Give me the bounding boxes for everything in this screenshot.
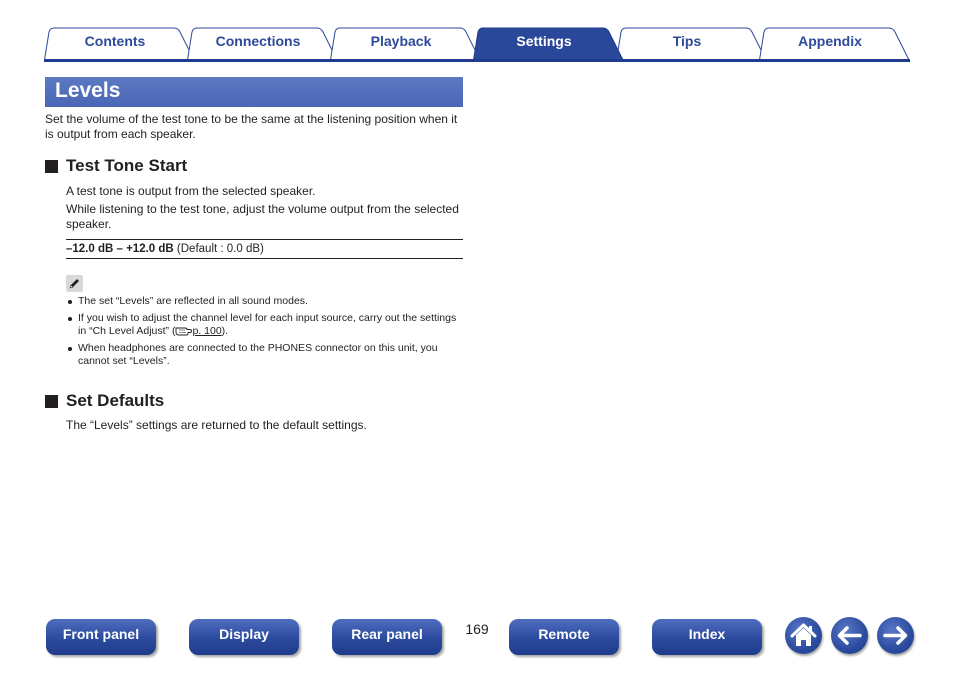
tab-appendix[interactable]: Appendix xyxy=(798,33,862,49)
list-item xyxy=(66,312,466,339)
notes-list xyxy=(66,295,466,372)
set-defaults-description: The “Levels” settings are returned to the default settings. xyxy=(66,418,367,432)
front-panel-button[interactable]: Front panel xyxy=(46,619,156,655)
square-bullet-icon xyxy=(45,395,58,408)
display-button[interactable]: Display xyxy=(189,619,299,655)
square-bullet-icon xyxy=(45,160,58,173)
tab-bar xyxy=(44,27,910,61)
page-number: 169 xyxy=(465,621,489,637)
test-tone-description: A test tone is output from the selected speaker. xyxy=(66,184,316,198)
section-heading-label: Test Tone Start xyxy=(66,156,188,175)
tab-underline xyxy=(44,59,910,62)
test-tone-instruction: While listening to the test tone, adjust the volume output from the selected speaker. xyxy=(66,202,459,231)
note-text: When headphones are connected to the PHONES connector on this unit, you cannot set “Levels”. xyxy=(78,341,438,367)
section-heading-label: Set Defaults xyxy=(66,391,165,410)
range-default: (Default : 0.0 dB) xyxy=(176,243,264,255)
index-button[interactable]: Index xyxy=(652,619,762,655)
page-title: Levels xyxy=(45,77,463,107)
pencil-icon xyxy=(66,275,83,292)
rear-panel-button[interactable]: Rear panel xyxy=(332,619,442,655)
tab-settings[interactable]: Settings xyxy=(516,33,572,49)
range-values: –12.0 dB – +12.0 dB xyxy=(66,243,174,255)
page-link[interactable]: p. 100 xyxy=(192,325,222,337)
range-setting-box xyxy=(66,239,463,259)
home-button[interactable] xyxy=(785,617,822,654)
tab-tips[interactable]: Tips xyxy=(672,33,702,49)
tab-connections[interactable]: Connections xyxy=(215,33,301,49)
forward-arrow-icon xyxy=(877,617,914,654)
list-item xyxy=(66,295,466,309)
intro-text: Set the volume of the test tone to be the same at the listening position when it is output from each speaker. xyxy=(45,112,458,141)
list-item xyxy=(66,342,466,369)
pointing-hand-icon xyxy=(175,325,192,336)
note-text-end: ). xyxy=(221,325,229,337)
section-heading-test-tone-start xyxy=(45,156,187,176)
note-text: The set “Levels” are reflected in all sound modes. xyxy=(78,295,308,307)
tab-playback[interactable]: Playback xyxy=(370,33,432,49)
back-arrow-icon xyxy=(831,617,868,654)
tab-contents[interactable]: Contents xyxy=(84,33,146,49)
back-button[interactable] xyxy=(831,617,868,654)
section-heading-set-defaults xyxy=(45,391,164,411)
home-icon xyxy=(785,617,822,654)
forward-button[interactable] xyxy=(877,617,914,654)
remote-button[interactable]: Remote xyxy=(509,619,619,655)
note-text: If you wish to adjust the channel level for each input source, carry out the settings in “Ch Level Adjust” ( xyxy=(78,311,457,337)
